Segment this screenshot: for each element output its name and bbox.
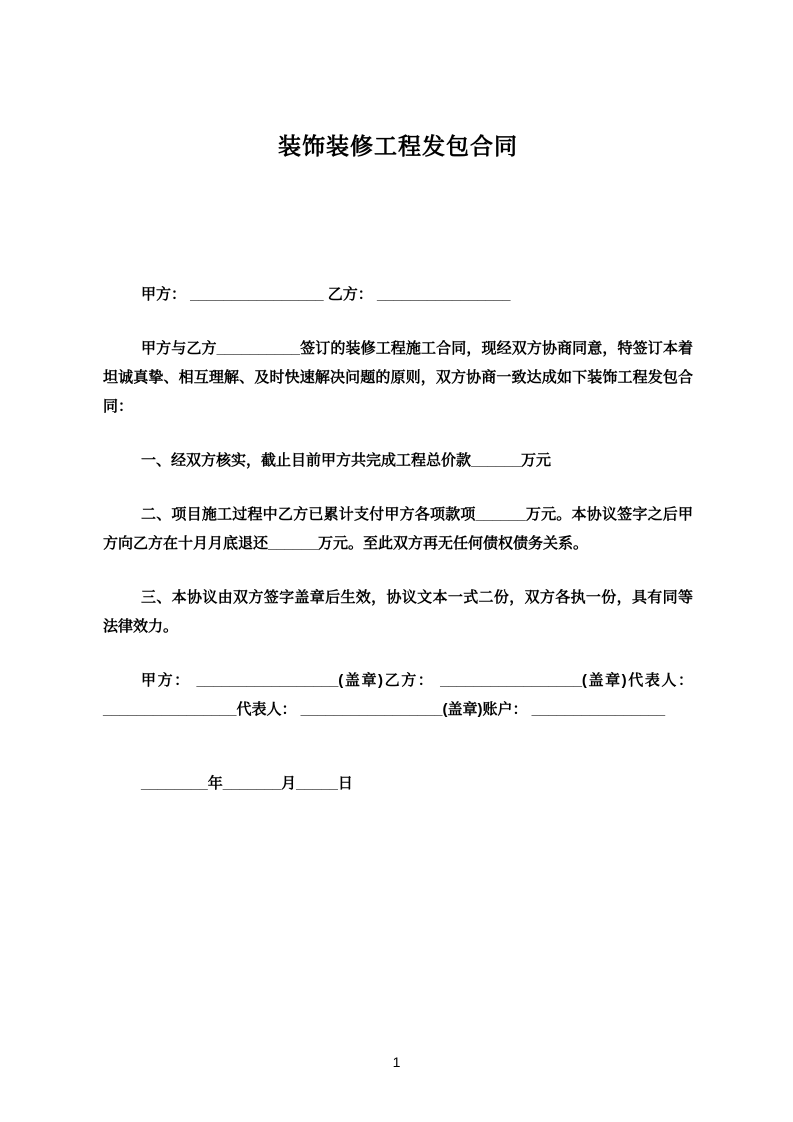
page-number: 1: [392, 1054, 401, 1070]
clause-3: 三、本协议由双方签字盖章后生效，协议文本一式二份，双方各执一份，具有同等法律效力。: [103, 589, 693, 635]
signature-line: 甲方： _________________(盖章)乙方： _________________(盖章)代表人： ________________代表人： _________________(盖章)账户： ________________: [103, 672, 693, 718]
date-line: ________年_______月_____日: [141, 775, 353, 792]
intro-paragraph: 甲方与乙方__________签订的装修工程施工合同，现经双方协商同意，特签订本着坦诚真挚、相互理解、及时快速解决问题的原则，双方协商一致达成如下装饰工程发包合同：: [103, 340, 693, 415]
party-line: 甲方： ________________ 乙方： ________________: [141, 286, 511, 303]
clause-2: 二、项目施工过程中乙方已累计支付甲方各项款项______万元。本协议签字之后甲方向乙方在十月月底退还______万元。至此双方再无任何债权债务关系。: [103, 506, 693, 552]
clause-1: 一、经双方核实，截止目前甲方共完成工程总价款______万元: [141, 452, 552, 469]
document-title: 装饰装修工程发包合同: [278, 133, 518, 159]
